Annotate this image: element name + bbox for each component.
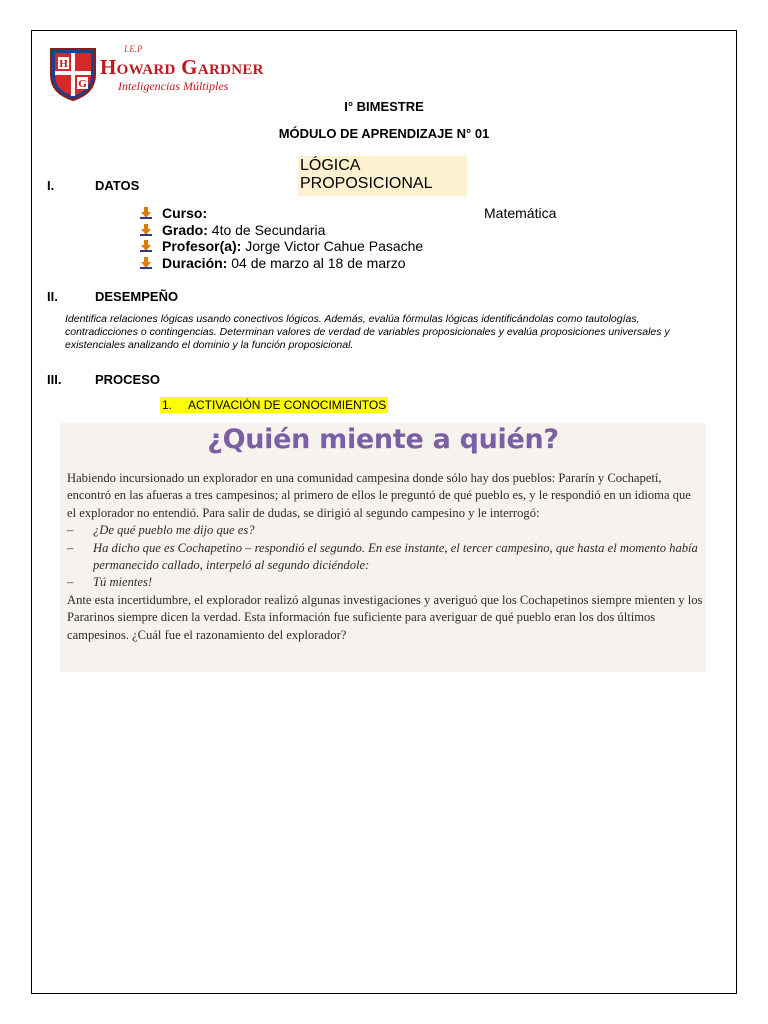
dialogue-line-2 bbox=[67, 540, 703, 575]
section-title-desempeno: DESEMPEÑO bbox=[95, 289, 179, 304]
module-heading: MÓDULO DE APRENDIZAJE N° 01 bbox=[278, 126, 490, 141]
list-item-grado bbox=[140, 222, 423, 239]
section-number-datos: I. bbox=[47, 178, 55, 193]
duracion-label: Duración: bbox=[162, 254, 228, 271]
dialogue-line-3 bbox=[67, 574, 703, 591]
problem-story bbox=[67, 470, 703, 644]
section-number-proceso: III. bbox=[47, 372, 62, 387]
duracion-value: 04 de marzo al 18 de marzo bbox=[227, 254, 406, 271]
list-item-profesor bbox=[140, 238, 423, 255]
dash: – bbox=[67, 575, 74, 590]
desempeno-text: Identifica relaciones lógicas usando conectivos lógicos. Además, evalúa fórmulas lógicas identificándolas como tautologías, contradicciones o contingencias. Determinan valores de verdad de variables proposicionales y evalúa proposiciones universales y existenciales analizando el dominio y la función proposicional. bbox=[65, 313, 670, 351]
shield-letter-g: G bbox=[78, 78, 87, 90]
section-title-datos: DATOS bbox=[95, 178, 140, 193]
dialogue-text-1: ¿De qué pueblo me dijo que es? bbox=[93, 523, 255, 538]
datos-list bbox=[140, 205, 423, 271]
profesor-value: Jorge Victor Cahue Pasache bbox=[241, 238, 424, 254]
arrow-bullet-icon bbox=[140, 257, 154, 269]
grado-value: 4to de Secundaria bbox=[207, 221, 326, 238]
curso-value: Matemática bbox=[484, 205, 557, 221]
school-shield-logo bbox=[49, 45, 97, 101]
topic-box: LÓGICA PROPOSICIONAL bbox=[298, 156, 467, 196]
activacion-number: 1. bbox=[162, 398, 173, 412]
dash: – bbox=[67, 540, 74, 555]
dash: – bbox=[67, 523, 74, 538]
story-outro: Ante esta incertidumbre, el explorador realizó algunas investigaciones y averiguó que los Cochapetinos siempre mienten y los Pararinos siempre dicen la verdad. Esta información fue suficiente para averiguar de qué pueblo eran los dos últimos campesinos. ¿Cuál fue el razonamiento del explorador? bbox=[67, 592, 703, 642]
arrow-bullet-icon bbox=[140, 240, 154, 252]
arrow-bullet-icon bbox=[140, 207, 154, 219]
activacion-label: ACTIVACIÓN DE CONOCIMIENTOS bbox=[188, 398, 387, 412]
dialogue-text-3: Tú mientes! bbox=[93, 575, 153, 590]
problem-title: ¿Quién miente a quién? bbox=[207, 424, 559, 455]
bimestre-heading: I° BIMESTRE bbox=[344, 99, 424, 114]
activacion-item bbox=[160, 397, 388, 413]
dialogue-line-1 bbox=[67, 522, 703, 539]
shield-letter-h: H bbox=[59, 58, 68, 70]
dialogue-text-2: Ha dicho que es Cochapetino – respondió el segundo. En ese instante, el tercer campesino, que hasta el momento había permanecido callado, interpeló al segundo diciéndole: bbox=[93, 540, 698, 573]
logo-school-name: Howard Gardner bbox=[100, 55, 264, 79]
logo-subtitle: Inteligencias Múltiples bbox=[118, 79, 229, 93]
section-title-proceso: PROCESO bbox=[95, 372, 161, 387]
section-number-desempeno: II. bbox=[47, 289, 58, 304]
profesor-label: Profesor(a): bbox=[162, 238, 242, 254]
grado-label: Grado: bbox=[162, 221, 208, 238]
list-item-curso bbox=[140, 205, 423, 222]
list-item-duracion bbox=[140, 255, 423, 272]
story-intro: Habiendo incursionado un explorador en una comunidad campesina donde sólo hay dos pueblos: Pararín y Cochapetí, encontró en las afueras a tres campesinos; al primero de ellos le preguntó de qué pueblo es, y le respondió en un idioma que el explorador no entendió. Para salir de dudas, se dirigió al segundo campesino y le interrogó: bbox=[67, 471, 691, 520]
arrow-bullet-icon bbox=[140, 224, 154, 236]
logo-iep: I.E.P bbox=[124, 44, 143, 54]
curso-label: Curso: bbox=[162, 205, 208, 221]
